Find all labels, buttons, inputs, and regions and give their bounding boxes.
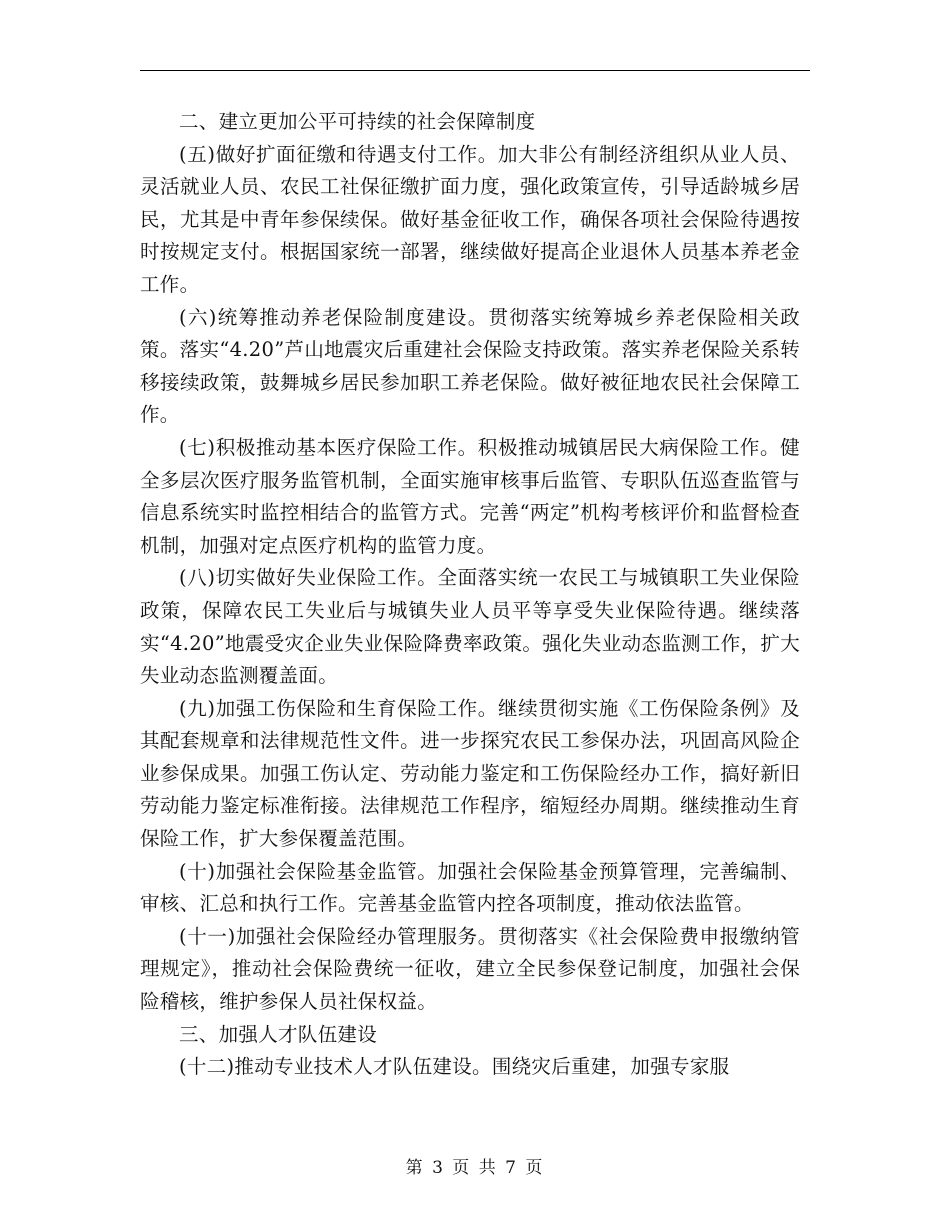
header-rule xyxy=(140,70,810,71)
paragraph-item-8: (八)切实做好失业保险工作。全面落实统一农民工与城镇职工失业保险政策，保障农民工失业后与城镇失业人员平等享受失业保险待遇。继续落实“4.20”地震受灾企业失业保险降费率政策。强化失业动态监测工作，扩大失业动态监测覆盖面。 xyxy=(140,566,800,688)
section-heading-social-security: 二、建立更加公平可持续的社会保障制度 xyxy=(179,110,536,133)
paragraph-item-5: (五)做好扩面征缴和待遇支付工作。加大非公有制经济组织从业人员、灵活就业人员、农民工社保征缴扩面力度，强化政策宣传，引导适龄城乡居民，尤其是中青年参保续保。做好基金征收工作，确保各项社会保险待遇按时按规定支付。根据国家统一部署，继续做好提高企业退休人员基本养老金工作。 xyxy=(140,142,800,296)
paragraph-item-11: (十一)加强社会保险经办管理服务。贯彻落实《社会保险费申报缴纳管理规定》，推动社会保险费统一征收，建立全民参保登记制度，加强社会保险稽核，维护参保人员社保权益。 xyxy=(140,924,800,1014)
paragraph-item-10: (十)加强社会保险基金监管。加强社会保险基金预算管理，完善编制、审核、汇总和执行工作。完善基金监管内控各项制度，推动依法监管。 xyxy=(140,859,800,916)
section-heading-talent: 三、加强人才队伍建设 xyxy=(179,1022,378,1046)
paragraph-item-12: (十二)推动专业技术人才队伍建设。围绕灾后重建，加强专家服 xyxy=(179,1055,730,1079)
document-body xyxy=(140,106,800,1084)
page-number-footer: 第 3 页 共 7 页 xyxy=(405,1158,545,1178)
paragraph-item-9: (九)加强工伤保险和生育保险工作。继续贯彻实施《工伤保险条例》及其配套规章和法律规范性文件。进一步探究农民工参保办法，巩固高风险企业参保成果。加强工伤认定、劳动能力鉴定和工伤保险经办工作，搞好新旧劳动能力鉴定标准衔接。法律规范工作程序，缩短经办周期。继续推动生育保险工作，扩大参保覆盖范围。 xyxy=(140,696,800,851)
paragraph-item-7: (七)积极推动基本医疗保险工作。积极推动城镇居民大病保险工作。健全多层次医疗服务监管机制，全面实施审核事后监管、专职队伍巡查监管与信息系统实时监控相结合的监管方式。完善“两定”机构考核评价和监督检查机制，加强对定点医疗机构的监管力度。 xyxy=(140,435,800,557)
paragraph-item-6: (六)统筹推动养老保险制度建设。贯彻落实统筹城乡养老保险相关政策。落实“4.20”芦山地震灾后重建社会保险支持政策。落实养老保险关系转移接续政策，鼓舞城乡居民参加职工养老保险。做好被征地农民社会保障工作。 xyxy=(140,305,800,427)
